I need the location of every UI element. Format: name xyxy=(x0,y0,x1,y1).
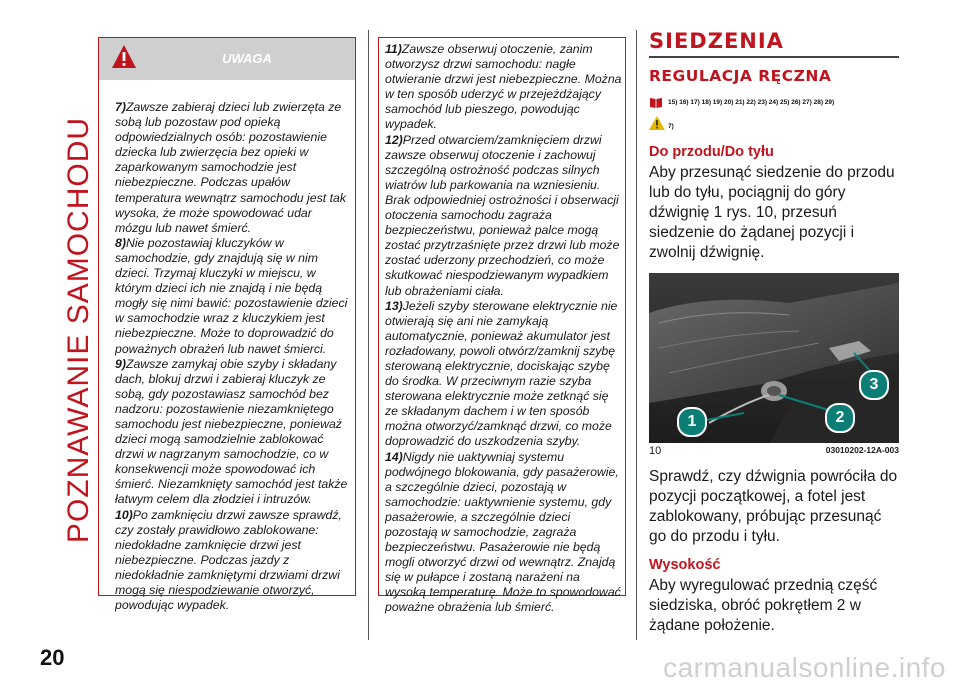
warning-paragraph xyxy=(115,100,351,236)
warning-body: Nigdy nie uaktywniaj systemu podwójnego blokowania, gdy pasażerowie, a szczególnie dzieci, pozostają w samochodzie: uaktywnienie systemu, gdy pasażerowie, a szczególnie dzieci pozostają w samochodzie, zagraża bezpieczeństwu. Pasażerowie nie będą mogli otworzyć drzwi od wewnątrz. Znajdą się w pułapce i zostaną narażeni na wysoką temperaturę. Może to spowodować poważne obrażenia lub śmierć. xyxy=(385,449,621,615)
warning-body: Po zamknięciu drzwi zawsze sprawdź, czy zostały prawidłowo zablokowane: niedokładne zamknięcie drzwi jest niebezpieczne. Podczas jazdy z niedokładnie zamkniętymi drzwiami drzwi mogą się niespodziewanie otworzyć, powodując wypadek. xyxy=(115,507,342,613)
paragraph-front-back: Aby przesunąć siedzenie do przodu lub do tyłu, pociągnij do góry dźwignię 1 rys. 10, przesuń siedzenie do żądanej pozycji i zwolnij dźwignię. xyxy=(649,164,895,261)
section-title: SIEDZENIA xyxy=(649,29,784,53)
warning-number: 11) xyxy=(385,42,402,56)
warning-body: Zawsze zamykaj obie szyby i składany dach, blokuj drzwi i zabieraj kluczyk ze sobą, gdy pozostawiasz samochód bez nadzoru: pozostawienie niezamkniętego samochodu jest niebezpieczne, ponieważ dzieci mogą samodzielnie zablokować drzwi w nagrzanym samochodzie, co w konsekwencji może spowodować ich śmierć. Niezamknięty samochód jest także łatwym celem dla złodziei i intruzów. xyxy=(115,356,348,507)
section-subtitle: REGULACJA RĘCZNA xyxy=(649,67,832,85)
warning-body: Nie pozostawiaj kluczyków w samochodzie, gdy znajdują się w nim dzieci. Trzymaj kluczyki w miejscu, w którym dzieci ich nie znajdą i nie będą mogły się nimi bawić: pozostawienie dzieci w samochodzie wraz z kluczykiem jest niebezpieczne. Może to doprowadzić do poważnych obrażeń lub nawet śmierci. xyxy=(115,235,348,356)
figure-number: 10 xyxy=(649,445,662,457)
warning-paragraph xyxy=(115,357,351,508)
warning-paragraph xyxy=(385,133,623,299)
paragraph-check: Sprawdź, czy dźwignia powróciła do pozycji początkowej, a fotel jest zablokowany, próbując przesunąć go do przodu i tyłu. xyxy=(649,468,898,545)
title-rule xyxy=(649,56,899,58)
warning-paragraph xyxy=(385,450,623,616)
warning-number: 14) xyxy=(385,449,403,464)
warning-title: UWAGA xyxy=(222,51,272,66)
callout-3-label: 3 xyxy=(869,376,879,393)
warning-triangle-icon xyxy=(649,116,665,130)
warning-body: Zawsze zabieraj dzieci lub zwierzęta ze sobą lub pozostaw pod opieką odpowiedzialnych osób: pozostawienie dziecka lub zwierzęcia bez opieki w zaparkowanym samochodzie jest niebezpieczne. Podczas upałów temperatura wewnątrz samochodu jest tak wysoka, że może spowodować udar mózgu lub nawet śmierć. xyxy=(115,100,347,235)
figure-code: 03010202-12A-003 xyxy=(825,445,899,455)
seat-figure xyxy=(649,273,899,443)
reference-row xyxy=(649,96,899,108)
warning-reference: 7) xyxy=(668,123,674,130)
warning-number: 13) xyxy=(385,298,403,313)
watermark: carmanualsonline.info xyxy=(663,652,946,683)
paragraph-height: Aby wyregulować przednią część siedziska, obróć pokrętłem 2 w żądane położenie. xyxy=(649,577,878,634)
callout-1 xyxy=(677,407,707,437)
warning-paragraph xyxy=(115,236,351,357)
callout-2-label: 2 xyxy=(835,409,845,426)
warning-paragraph xyxy=(385,42,623,133)
warning-header xyxy=(99,38,355,80)
page-number: 20 xyxy=(40,645,65,670)
warning-number: 10) xyxy=(115,507,133,522)
reference-numbers: 15) 16) 17) 18) 19) 20) 21) 22) 23) 24) 25) 26) 27) 28) 29) xyxy=(668,98,835,106)
callout-3 xyxy=(859,370,889,400)
column-divider-right xyxy=(636,30,637,640)
warning-box-2 xyxy=(378,37,626,615)
warning-number: 12) xyxy=(385,132,403,147)
warning-reference-row xyxy=(649,116,899,130)
warning-paragraph xyxy=(385,299,623,450)
warning-text-2 xyxy=(385,42,623,616)
heading-height: Wysokość xyxy=(649,557,721,573)
warning-body: Zawsze obserwuj otoczenie, zanim otworzysz drzwi samochodu: nagłe otwieranie drzwi jest niebezpieczne. Można w ten sposób uderzyć w przejeżdżający samochód lub pieszego, powodując wypadek. xyxy=(385,42,622,132)
warning-number: 7) xyxy=(115,100,126,114)
column-divider-left xyxy=(368,30,369,640)
book-icon xyxy=(649,96,663,108)
seats-section xyxy=(649,28,899,636)
warning-number: 9) xyxy=(115,356,126,371)
warning-body: Przed otwarciem/zamknięciem drzwi zawsze obserwuj otoczenie i zachowuj szczególną ostrożność podczas silnych wiatrów lub parkowania na wzniesieniu. Brak odpowiedniej ostrożności i obserwacji otoczenia samochodu zagraża bezpieczeństwu, ponieważ palce mogą zostać przytrzaśnięte przez drzwi lub może zostać uderzony przechodzień, co może skutkować niespodziewanym wypadkiem lub obrażeniami ciała. xyxy=(385,132,620,298)
warning-text-1 xyxy=(115,100,351,613)
callout-1-label: 1 xyxy=(687,413,697,430)
figure-caption xyxy=(649,445,899,457)
chapter-side-title: POZNAWANIE SAMOCHODU xyxy=(62,116,95,544)
callout-2 xyxy=(825,403,855,433)
warning-body: Jeżeli szyby sterowane elektrycznie nie otwierają się ani nie zamykają automatycznie, ponieważ akumulator jest rozładowany, powoli otwórz/zamknij szybę sterowaną elektrycznie, dociskając szybę do środka. W przeciwnym razie szyba sterowana elektrycznie może zetknąć się ze składanym dachem i w ten sposób można otworzyć/zamknąć drzwi, co może doprowadzić do uszkodzenia szyby. xyxy=(385,298,618,449)
warning-paragraph xyxy=(115,508,351,614)
warning-number: 8) xyxy=(115,235,126,250)
warning-box-1 xyxy=(98,37,356,613)
heading-front-back: Do przodu/Do tyłu xyxy=(649,144,774,160)
